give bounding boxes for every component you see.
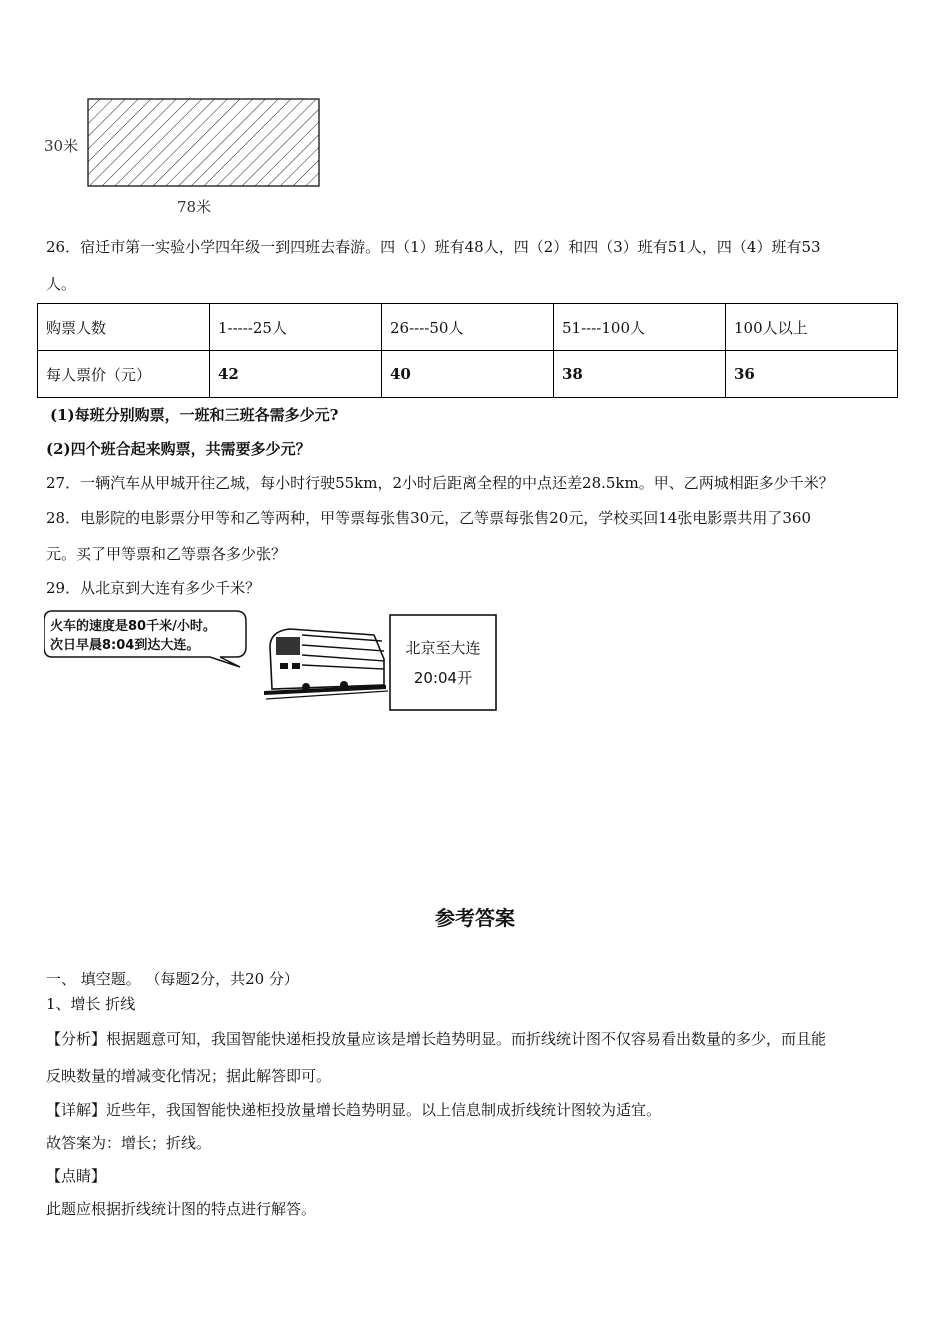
q26-line1: 26．宿迁市第一实验小学四年级一到四班去春游。四（1）班有48人，四（2）和四（3）班有51人，四（4）班有53	[46, 238, 821, 256]
q26-sub1: (1)每班分别购票，一班和三班各需多少元?	[50, 406, 339, 424]
length-label: 78米	[177, 198, 212, 216]
sign-line1: 北京至大连	[405, 639, 481, 657]
table-header-cell: 购票人数	[38, 304, 210, 351]
train-figure	[44, 605, 504, 715]
answer-analysis-line2: 反映数量的增减变化情况；据此解答即可。	[46, 1067, 332, 1085]
answer-section-heading: 一、 填空题。 （每题2分，共20 分）	[46, 970, 299, 988]
destination-sign	[390, 615, 496, 710]
bubble-line1: 火车的速度是80千米/小时。	[50, 619, 216, 634]
table-row	[38, 351, 898, 398]
table-cell: 40	[382, 351, 554, 398]
answer-comment-label: 【点睛】	[46, 1167, 107, 1185]
q27-text: 27．一辆汽车从甲城开往乙城，每小时行驶55km，2小时后距离全程的中点还差28.5km。甲、乙两城相距多少千米？	[46, 474, 834, 492]
ticket-price-table	[37, 303, 898, 398]
answer-analysis-line1: 【分析】根据题意可知，我国智能快递柜投放量应该是增长趋势明显。而折线统计图不仅容易看出数量的多少，而且能	[46, 1030, 827, 1048]
answer-comment: 此题应根据折线统计图的特点进行解答。	[46, 1200, 317, 1218]
field-rectangle-figure	[40, 95, 340, 220]
train-icon	[264, 629, 388, 699]
answer-detail: 【详解】近些年，我国智能快递柜投放量增长趋势明显。以上信息制成折线统计图较为适宜。	[46, 1101, 662, 1119]
table-cell: 36	[726, 351, 898, 398]
hatched-rectangle	[88, 99, 319, 186]
q26-sub2: (2)四个班合起来购票，共需要多少元？	[46, 440, 311, 458]
table-cell: 每人票价（元）	[38, 351, 210, 398]
table-row	[38, 304, 898, 351]
q26-line2: 人。	[46, 275, 77, 293]
width-label: 30米	[44, 137, 79, 155]
answer-conclusion: 故答案为：增长；折线。	[46, 1134, 212, 1152]
table-cell: 38	[554, 351, 726, 398]
table-header-cell: 1-----25人	[210, 304, 382, 351]
table-cell: 42	[210, 351, 382, 398]
table-header-cell: 51----100人	[554, 304, 726, 351]
answer-1: 1、增长 折线	[46, 995, 136, 1013]
table-header-cell: 100人以上	[726, 304, 898, 351]
table-header-cell: 26----50人	[382, 304, 554, 351]
q28-line2: 元。买了甲等票和乙等票各多少张？	[46, 545, 287, 563]
q28-line1: 28．电影院的电影票分甲等和乙等两种，甲等票每张售30元，乙等票每张售20元，学校买回14张电影票共用了360	[46, 509, 811, 527]
q29-text: 29．从北京到大连有多少千米？	[46, 579, 261, 597]
answer-section-title: 参考答案	[435, 906, 515, 930]
bubble-line2: 次日早晨8:04到达大连。	[50, 638, 200, 653]
sign-line2: 20:04开	[413, 669, 473, 687]
